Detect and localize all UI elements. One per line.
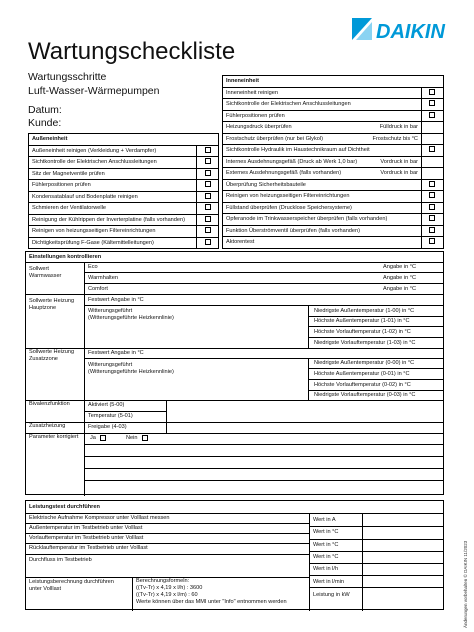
indoor-item-label: Fühlerpositionen prüfen: [226, 112, 285, 119]
biv-activated: Aktiviert (5-00): [88, 402, 125, 408]
outdoor-item-label: Dichtigkeitsprüfung F-Gase (Kältemittelleitungen): [29, 237, 197, 249]
zus-label: Zusatzheizung: [29, 423, 66, 429]
checkbox[interactable]: [429, 238, 435, 244]
indoor-item-label: Internes Ausdehnungsgefäß (Druck ab Werk 1,0 bar): [226, 158, 358, 165]
outdoor-item-label: Reinigen von heizungsseitigen Filtereinrichtungen: [29, 226, 197, 238]
calc-unit: Leistung in kW: [313, 592, 350, 598]
outdoor-row: [29, 226, 219, 238]
indoor-item-cell: [223, 99, 422, 111]
page-title: Wartungscheckliste: [28, 38, 236, 65]
checkbox-cell: [197, 180, 219, 192]
checkbox-cell: [197, 157, 219, 169]
ja-label: Ja: [90, 435, 96, 441]
perf-row-unit: Wert in l/h: [313, 566, 339, 572]
daikin-logo: [350, 14, 455, 44]
perf-flow-label: Durchfluss im Testbetrieb: [29, 557, 92, 563]
ww-eco: Eco: [88, 264, 98, 270]
indoor-row: [223, 237, 444, 249]
checkbox[interactable]: [205, 227, 211, 233]
performance-header: Leistungstest durchführen: [29, 504, 100, 510]
indoor-item-label: Sichtkontrolle Hydraulik im Haustechnikraum auf Dichtheit: [226, 147, 370, 154]
checkbox-cell: [421, 214, 443, 226]
checkbox[interactable]: [429, 112, 435, 118]
outdoor-item-label: Kondensatablauf und Bodenplatte reinigen: [29, 191, 197, 203]
settings-header: Einstellungen kontrollieren: [29, 254, 102, 260]
zus-release: Freigabe (4-03): [88, 424, 127, 430]
indoor-item-cell: [223, 87, 422, 99]
ja-checkbox[interactable]: [100, 435, 106, 441]
ww-comfort-note: Angabe in °C: [383, 286, 417, 292]
checkbox-cell: [421, 237, 443, 249]
checkbox-cell: [197, 203, 219, 215]
outdoor-row: [29, 191, 219, 203]
checkbox[interactable]: [429, 192, 435, 198]
indoor-row: [223, 179, 444, 191]
add-curve-4: Niedrigste Vorlauftemperatur (0-03) in °C: [314, 392, 416, 398]
outdoor-table: [28, 133, 219, 249]
checkbox-cell: [197, 191, 219, 203]
main-curve-4: Niedrigste Vorlauftemperatur (1-03) in °C: [314, 340, 416, 346]
indoor-item-cell: [223, 133, 422, 145]
subtitle-line: Wartungsschritte: [28, 71, 107, 83]
checkbox-cell: [421, 145, 443, 157]
indoor-row: [223, 110, 444, 122]
ww-warmhalten: Warmhalten: [88, 275, 118, 281]
calc-formula: Berechnungsformeln: ((Tv-Tr) x 4,19 x l/h) : 3600 ((Tv-Tr) x 4,19 x l/m) : 60 Werte können über das MMI unter "Info" entnommen werden: [136, 578, 287, 605]
main-weather: Witterungsgeführt (Witterungsgeführte Heizkennlinie): [88, 308, 174, 321]
indoor-item-note: Vordruck in bar: [380, 158, 418, 165]
checkbox[interactable]: [205, 216, 211, 222]
indoor-table: [222, 75, 444, 249]
indoor-item-cell: [223, 214, 422, 226]
calc-label: Leistungsberechnung durchführen unter Volllast: [29, 579, 114, 592]
nein-checkbox[interactable]: [142, 435, 148, 441]
indoor-item-cell: [223, 110, 422, 122]
settings-section: [25, 251, 444, 495]
indoor-item-cell: [223, 202, 422, 214]
checkbox-cell: [421, 168, 443, 180]
checkbox-cell: [421, 225, 443, 237]
checkbox[interactable]: [205, 181, 211, 187]
checkbox-cell: [421, 99, 443, 111]
checkbox-cell: [197, 237, 219, 249]
outdoor-item-label: Fühlerpositionen prüfen: [29, 180, 197, 192]
main-curve-2: Höchste Außentemperatur (1-01) in °C: [314, 318, 410, 324]
ww-eco-note: Angabe in °C: [383, 264, 417, 270]
subtitle: [28, 70, 159, 98]
outdoor-row: [29, 237, 219, 249]
indoor-item-label: Funktion Überströmventil überprüfen (falls vorhanden): [226, 227, 361, 234]
outdoor-row: [29, 180, 219, 192]
perf-row-unit: Wert in l/min: [313, 579, 344, 585]
checkbox[interactable]: [429, 215, 435, 221]
indoor-row: [223, 225, 444, 237]
nein-label: Nein: [126, 435, 138, 441]
biv-temperature: Temperatur (5-01): [88, 413, 133, 419]
indoor-item-cell: [223, 225, 422, 237]
checkbox[interactable]: [429, 227, 435, 233]
outdoor-item-label: Reinigung der Kühlrippen der Inverterplatine (falls vorhanden): [29, 214, 197, 226]
checkbox[interactable]: [429, 146, 435, 152]
indoor-item-note: Frostschutz bis °C: [372, 135, 418, 142]
perf-row-unit: Wert in °C: [313, 542, 339, 548]
brand-name: DAIKIN: [376, 21, 445, 43]
footer-note: [449, 530, 474, 630]
biv-label: Bivalenzfunktion: [29, 401, 70, 407]
checkbox-cell: [421, 179, 443, 191]
checkbox-cell: [421, 133, 443, 145]
perf-row-label: Vorlauftemperatur im Testbetrieb unter Volllast: [29, 535, 144, 541]
checkbox[interactable]: [205, 147, 211, 153]
ww-comfort: Comfort: [88, 286, 108, 292]
indoor-item-label: Reinigen von heizungsseitigen Filtereinrichtungen: [226, 193, 350, 200]
indoor-item-label: Inneneinheit reinigen: [226, 89, 278, 96]
indoor-item-cell: [223, 156, 422, 168]
checkbox-cell: [421, 87, 443, 99]
checkbox-cell: [421, 156, 443, 168]
perf-row-label: Elektrische Aufnahme Kompressor unter Volllast messen: [29, 515, 170, 521]
checkbox[interactable]: [205, 170, 211, 176]
outdoor-row: [29, 157, 219, 169]
add-weather: Witterungsgeführt (Witterungsgeführte Heizkennlinie): [88, 362, 174, 375]
indoor-row: [223, 214, 444, 226]
checkbox[interactable]: [205, 193, 211, 199]
indoor-row: [223, 133, 444, 145]
indoor-row: [223, 145, 444, 157]
outdoor-item-label: Außeneinheit reinigen (Verkleidung + Verdampfer): [29, 145, 197, 157]
main-curve-3: Höchste Vorlauftemperatur (1-02) in °C: [314, 329, 411, 335]
indoor-item-label: Aktorentest: [226, 239, 255, 246]
param-label: Parameter korrigiert: [29, 434, 79, 440]
outdoor-row: [29, 168, 219, 180]
ww-label: Sollwert Warmwasser: [29, 266, 62, 279]
checkbox-cell: [197, 145, 219, 157]
kunde-label: Kunde:: [28, 117, 62, 129]
checkbox[interactable]: [205, 204, 211, 210]
main-zone-label: Sollwerte Heizung Hauptzone: [29, 298, 75, 311]
indoor-item-label: Opferanode im Trinkwasserspeicher überprüfen (falls vorhanden): [226, 216, 388, 223]
perf-row-unit: Wert in A: [313, 517, 336, 523]
checkbox[interactable]: [205, 239, 211, 245]
perf-row-unit: Wert in °C: [313, 529, 339, 535]
perf-row-label: Außentemperatur im Testbetrieb unter Volllast: [29, 525, 143, 531]
checkbox[interactable]: [429, 204, 435, 210]
indoor-row: [223, 191, 444, 203]
performance-section: [25, 500, 444, 610]
checkbox-cell: [421, 122, 443, 134]
indoor-item-cell: [223, 179, 422, 191]
indoor-item-label: Externes Ausdehnungsgefäß (falls vorhanden): [226, 170, 342, 177]
subtitle-line: Luft-Wasser-Wärmepumpen: [28, 85, 160, 97]
checkbox-cell: [421, 110, 443, 122]
main-fixed: Festwert Angabe in °C: [88, 297, 144, 303]
indoor-row: [223, 202, 444, 214]
add-zone-label: Sollwerte Heizung Zusatzzone: [29, 349, 75, 362]
outdoor-row: [29, 203, 219, 215]
perf-row-unit: Wert in °C: [313, 554, 339, 560]
indoor-row: [223, 122, 444, 134]
indoor-item-label: Überprüfung Sicherheitsbauteile: [226, 181, 306, 188]
indoor-row: [223, 156, 444, 168]
checkbox-cell: [197, 168, 219, 180]
checkbox-cell: [421, 202, 443, 214]
indoor-item-note: Vordruck in bar: [380, 170, 418, 177]
outdoor-item-label: Sichtkontrolle der Elektrischen Anschlussleitungen: [29, 157, 197, 169]
checkbox-cell: [197, 226, 219, 238]
footer-note-text: Änderungen vorbehalten © DAIKIN 11/2023: [463, 540, 468, 628]
main-curve-1: Niedrigste Außentemperatur (1-00) in °C: [314, 308, 415, 314]
outdoor-item-label: Schmieren der Ventilatorwelle: [29, 203, 197, 215]
outdoor-item-label: Sitz der Magnetventile prüfen: [29, 168, 197, 180]
add-curve-3: Höchste Vorlauftemperatur (0-02) in °C: [314, 382, 411, 388]
add-fixed: Festwert Angabe in °C: [88, 350, 144, 356]
checkbox[interactable]: [205, 158, 211, 164]
indoor-item-cell: [223, 145, 422, 157]
indoor-item-label: Frostschutz überprüfen (nur bei Glykol): [226, 135, 323, 142]
indoor-item-label: Heizungsdruck überprüfen: [226, 124, 292, 131]
indoor-item-cell: [223, 191, 422, 203]
datum-label: Datum:: [28, 104, 62, 116]
checkbox-cell: [421, 191, 443, 203]
add-curve-1: Niedrigste Außentemperatur (0-00) in °C: [314, 360, 415, 366]
checkbox[interactable]: [429, 181, 435, 187]
indoor-item-note: Fülldruck in bar: [379, 124, 418, 131]
add-curve-2: Höchste Außentemperatur (0-01) in °C: [314, 371, 410, 377]
outdoor-row: [29, 214, 219, 226]
outdoor-row: [29, 145, 219, 157]
indoor-row: [223, 168, 444, 180]
perf-row-label: Rücklauftemperatur im Testbetrieb unter Volllast: [29, 545, 148, 551]
ww-warmhalten-note: Angabe in °C: [383, 275, 417, 281]
indoor-item-label: Füllstand überprüfen (Drucklose Speichersysteme): [226, 204, 352, 211]
checkbox[interactable]: [429, 100, 435, 106]
indoor-item-label: Sichtkontrolle der Elektrischen Anschlussleitungen: [226, 101, 351, 108]
indoor-header: Inneneinheit: [223, 76, 444, 88]
checkbox-cell: [197, 214, 219, 226]
indoor-item-cell: [223, 122, 422, 134]
indoor-row: [223, 87, 444, 99]
indoor-row: [223, 99, 444, 111]
indoor-item-cell: [223, 168, 422, 180]
checkbox[interactable]: [429, 89, 435, 95]
indoor-item-cell: [223, 237, 422, 249]
outdoor-header: Außeneinheit: [29, 134, 219, 146]
